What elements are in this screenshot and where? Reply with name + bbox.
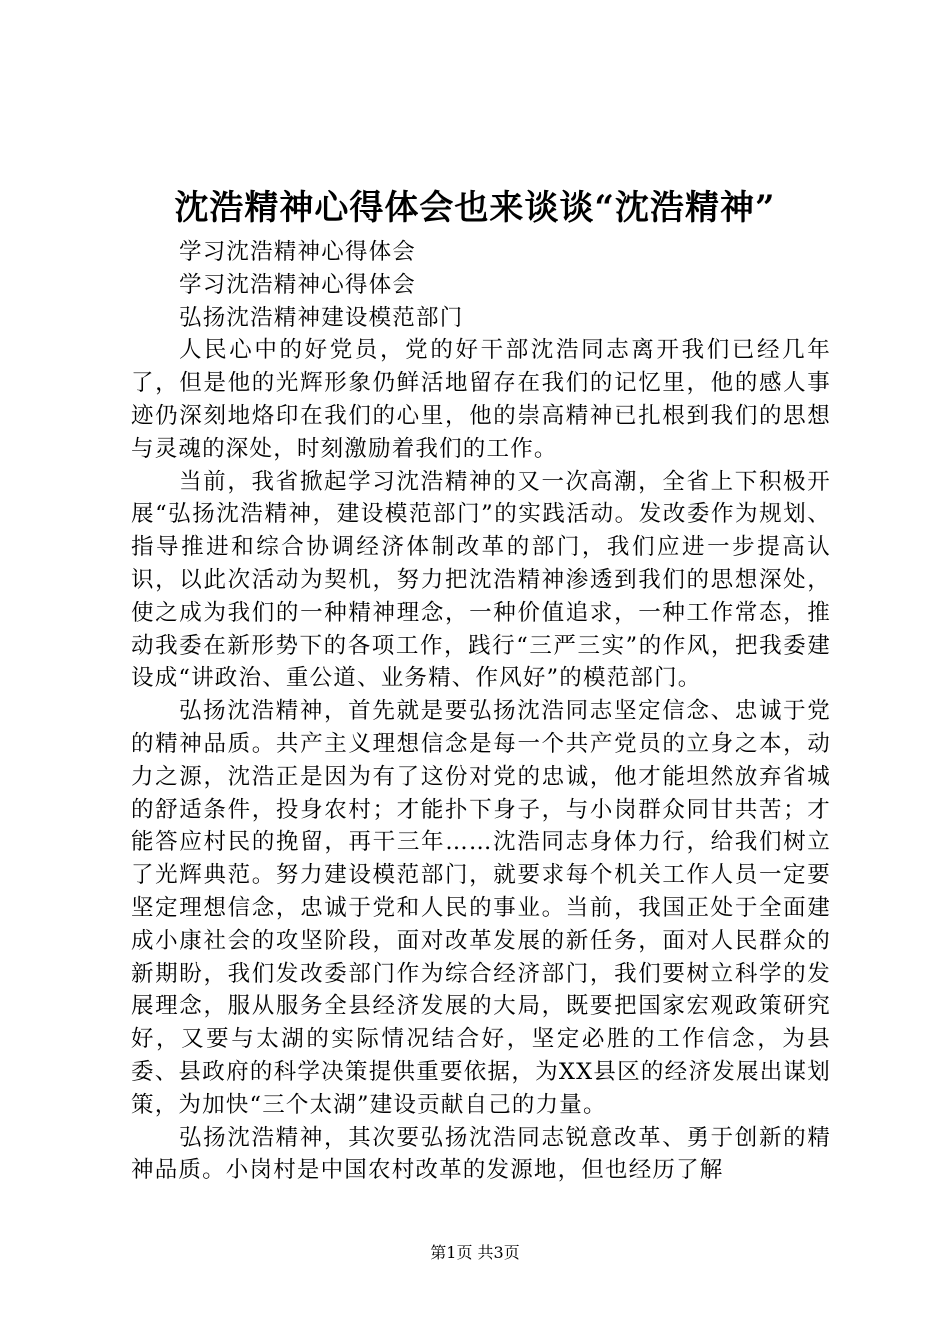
subtitle-line: 弘扬沈浩精神建设模范部门 <box>179 304 464 331</box>
body-paragraph: 弘扬沈浩精神，其次要弘扬沈浩同志锐意改革、勇于创新的精神品质。小岗村是中国农村改革的发源地，但也经历了解 <box>131 1124 831 1184</box>
subtitle-line: 学习沈浩精神心得体会 <box>179 271 417 298</box>
body-paragraph: 当前，我省掀起学习沈浩精神的又一次高潮，全省上下积极开展“弘扬沈浩精神，建设模范部门”的实践活动。发改委作为规划、指导推进和综合协调经济体制改革的部门，我们应进一步提高认识，以此次活动为契机，努力把沈浩精神渗透到我们的思想深处，使之成为我们的一种精神理念，一种价值追求，一种工作常态，推动我委在新形势下的各项工作，践行“三严三实”的作风，把我委建设成“讲政治、重公道、业务精、作风好”的模范部门。 <box>131 468 831 692</box>
document-title: 沈浩精神心得体会也来谈谈“沈浩精神” <box>174 188 776 228</box>
page-number-footer: 第1页 共3页 <box>430 1243 520 1262</box>
body-paragraph: 人民心中的好党员，党的好干部沈浩同志离开我们已经几年了，但是他的光辉形象仍鲜活地留存在我们的记忆里，他的感人事迹仍深刻地烙印在我们的心里，他的崇高精神已扎根到我们的思想与灵魂的深处，时刻激励着我们的工作。 <box>131 337 831 462</box>
body-paragraph: 弘扬沈浩精神，首先就是要弘扬沈浩同志坚定信念、忠诚于党的精神品质。共产主义理想信念是每一个共产党员的立身之本，动力之源，沈浩正是因为有了这份对党的忠诚，他才能坦然放弃省城的舒适条件，投身农村；才能扑下身子，与小岗群众同甘共苦；才能答应村民的挽留，再干三年……沈浩同志身体力行，给我们树立了光辉典范。努力建设模范部门，就要求每个机关工作人员一定要坚定理想信念，忠诚于党和人民的事业。当前，我国正处于全面建成小康社会的攻坚阶段，面对改革发展的新任务，面对人民群众的新期盼，我们发改委部门作为综合经济部门，我们要树立科学的发展理念，服从服务全县经济发展的大局，既要把国家宏观政策研究好，又要与太湖的实际情况结合好，坚定必胜的工作信念，为县委、县政府的科学决策提供重要依据，为XX县区的经济发展出谋划策，为加快“三个太湖”建设贡献自己的力量。 <box>131 698 831 1118</box>
subtitle-line: 学习沈浩精神心得体会 <box>179 239 417 265</box>
document-body <box>131 236 831 1187</box>
